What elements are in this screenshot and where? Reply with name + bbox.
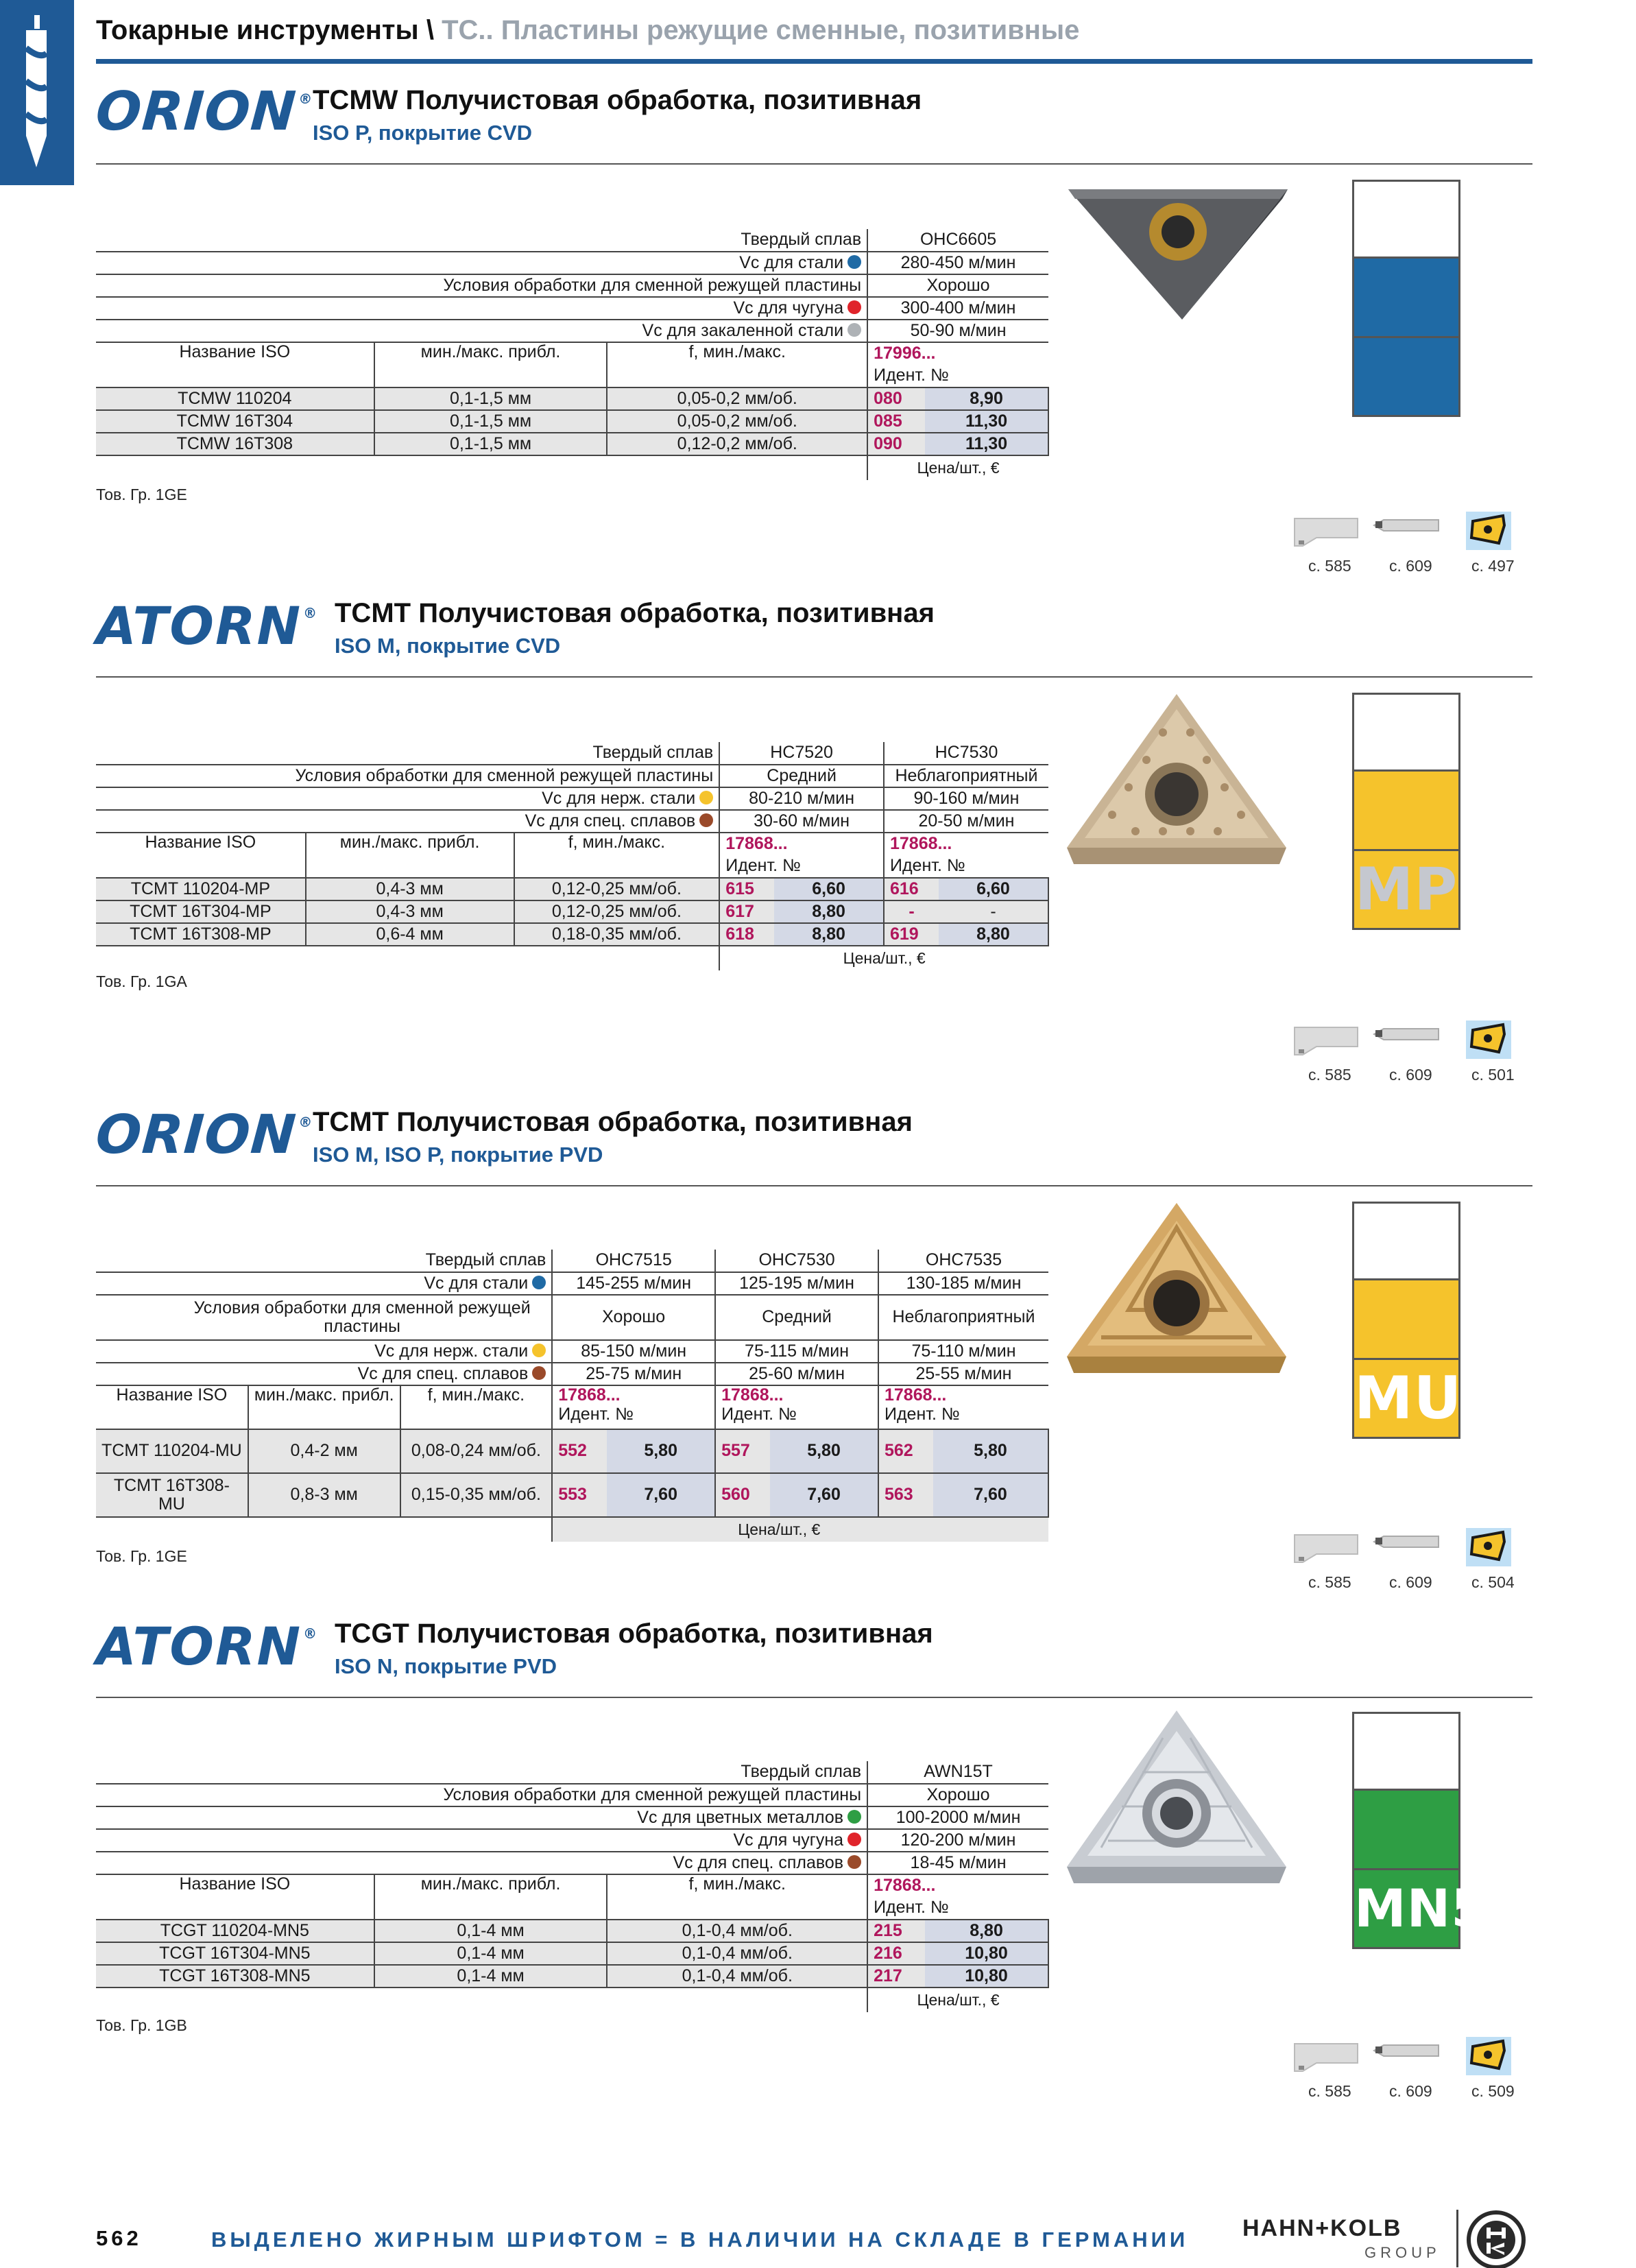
spec-value: OHC7515 — [552, 1250, 715, 1272]
column-header: Название ISO — [179, 342, 291, 361]
page-ref[interactable]: с. 609 — [1389, 557, 1432, 575]
page-ref[interactable]: с. 497 — [1471, 557, 1515, 575]
chipbreaker-label: MU — [1354, 1360, 1458, 1437]
spec-value: 25-75 м/мин — [552, 1363, 715, 1385]
cast-iron-dot-icon — [847, 1833, 861, 1846]
column-header: f, мин./макс. — [607, 342, 867, 365]
spec-label: Условия обработки для сменной режущей пластины — [96, 274, 867, 297]
column-header: мин./макс. прибл. — [374, 342, 608, 365]
spec-value: 85-150 м/мин — [552, 1340, 715, 1363]
table-row: TCMT 16T308-MP 0,6-4 мм 0,18-0,35 мм/об. 618 8,80 619 8,80 — [96, 923, 1048, 946]
section-rule — [96, 163, 1532, 165]
table-row: TCMT 110204-MP 0,4-3 мм 0,12-0,25 мм/об. 615 6,60 616 6,60 — [96, 878, 1048, 900]
column-header: f, мин./макс. — [607, 1874, 867, 1897]
header-separator: \ — [426, 15, 434, 45]
ident-header: 17868... Идент. № — [878, 1385, 1048, 1429]
spec-table — [96, 742, 1049, 970]
spec-label: Vc для чугуна — [96, 297, 867, 320]
chipbreaker-label: MN5 — [1354, 1870, 1458, 1947]
color-box-p — [1352, 180, 1460, 417]
column-header: мин./макс. прибл. — [374, 1874, 608, 1897]
goods-group: Тов. Гр. 1GE — [96, 486, 187, 503]
spec-label: Твердый сплав — [96, 1250, 552, 1272]
table-row: TCMW 16T304 0,1-1,5 мм 0,05-0,2 мм/об. 085 11,30 — [96, 410, 1048, 433]
spec-label: Vc для нерж. стали — [96, 1340, 552, 1363]
table-row: TCGT 110204-MN5 0,1-4 мм 0,1-0,4 мм/об. 215 8,80 — [96, 1920, 1048, 1942]
page-ref[interactable]: с. 585 — [1308, 2082, 1351, 2100]
ident-prefix: 17996... — [867, 342, 1048, 365]
steel-dot-icon — [847, 255, 861, 269]
insert-shape-icon — [1465, 510, 1513, 551]
spec-label: Vc для закаленной стали — [96, 320, 867, 342]
brand-logo-orion: ORION® — [93, 81, 314, 143]
insert-image-tcmt-mp — [1060, 684, 1293, 883]
column-header: мин./макс. прибл. — [306, 833, 514, 855]
page-ref[interactable]: с. 585 — [1308, 1066, 1351, 1084]
hk-emblem-icon — [1466, 2210, 1526, 2268]
company-logo — [1242, 2210, 1530, 2265]
chipbreaker-label: MP — [1354, 851, 1458, 928]
spec-value: 130-185 м/мин — [878, 1272, 1048, 1295]
column-header: f, мин./макс. — [514, 833, 720, 855]
hardened-steel-dot-icon — [847, 323, 861, 337]
spec-value: 145-255 м/мин — [552, 1272, 715, 1295]
header-path-title: Пластины режущие сменные, позитивные — [501, 15, 1080, 45]
spec-value: 90-160 м/мин — [884, 787, 1048, 810]
special-alloy-dot-icon — [847, 1855, 861, 1869]
toolholder-icon — [1289, 510, 1364, 549]
goods-group: Тов. Гр. 1GB — [96, 2016, 187, 2034]
spec-label: Условия обработки для сменной режущей пластины — [96, 1295, 552, 1340]
boring-bar-icon — [1370, 1019, 1445, 1058]
column-header: мин./макс. прибл. — [248, 1385, 400, 1429]
special-alloy-dot-icon — [699, 813, 713, 827]
spec-value: Средний — [719, 765, 884, 787]
spec-table — [96, 1761, 1049, 2012]
header-rule — [96, 59, 1532, 64]
spec-value: 80-210 м/мин — [719, 787, 884, 810]
spec-value: 25-55 м/мин — [878, 1363, 1048, 1385]
steel-dot-icon — [532, 1276, 546, 1289]
spec-value: Неблагоприятный — [878, 1295, 1048, 1340]
spec-value: OHC7530 — [715, 1250, 878, 1272]
ident-label: Идент. № — [884, 855, 1048, 878]
spec-label: Твердый сплав — [96, 229, 867, 252]
goods-group: Тов. Гр. 1GA — [96, 972, 187, 990]
spec-label: Твердый сплав — [96, 1761, 867, 1784]
spec-value: 125-195 м/мин — [715, 1272, 878, 1295]
table-row: TCMT 110204-MU 0,4-2 мм 0,08-0,24 мм/об. 552 5,80 557 5,80 562 5,80 — [96, 1429, 1048, 1473]
column-header: Название ISO — [179, 1874, 291, 1894]
price-label: Цена/шт., € — [552, 1517, 1048, 1542]
price-label: Цена/шт., € — [867, 455, 1048, 480]
section-rule — [96, 1185, 1532, 1186]
chapter-tab — [0, 0, 74, 185]
ident-label: Идент. № — [867, 1897, 1048, 1920]
brand-logo-orion: ORION® — [93, 1104, 314, 1166]
company-name: HAHN+KOLB — [1242, 2215, 1402, 2241]
page-references — [1289, 2036, 1522, 2105]
page-ref[interactable]: с. 585 — [1308, 1573, 1351, 1591]
table-row: TCMW 16T308 0,1-1,5 мм 0,12-0,2 мм/об. 090 11,30 — [96, 433, 1048, 455]
spec-label: Vc для стали — [96, 252, 867, 274]
spec-label: Vc для стали — [96, 1272, 552, 1295]
page-ref[interactable]: с. 609 — [1389, 1573, 1432, 1591]
page-header — [96, 15, 1079, 46]
column-header: Название ISO — [96, 1385, 248, 1429]
column-header: f, мин./макс. — [400, 1385, 553, 1429]
table-row: TCGT 16T304-MN5 0,1-4 мм 0,1-0,4 мм/об. 216 10,80 — [96, 1942, 1048, 1965]
section-title: TCMW Получистовая обработка, позитивная — [313, 85, 922, 115]
boring-bar-icon — [1370, 1527, 1445, 1565]
spec-value: 75-110 м/мин — [878, 1340, 1048, 1363]
page-ref[interactable]: с. 609 — [1389, 1066, 1432, 1084]
ident-prefix: 17868... — [719, 833, 884, 855]
ident-header: 17868... Идент. № — [552, 1385, 715, 1429]
spec-value: 280-450 м/мин — [867, 252, 1048, 274]
page-ref[interactable]: с. 609 — [1389, 2082, 1432, 2100]
stainless-dot-icon — [699, 791, 713, 804]
nonferrous-dot-icon — [847, 1810, 861, 1824]
section-subtitle: ISO M, ISO P, покрытие PVD — [313, 1143, 603, 1167]
spec-value: AWN15T — [867, 1761, 1048, 1784]
header-path-code: TC.. — [442, 15, 494, 45]
ident-prefix: 17868... — [867, 1874, 1048, 1897]
spec-value: 20-50 м/мин — [884, 810, 1048, 833]
page-ref[interactable]: с. 501 — [1471, 1066, 1515, 1084]
spec-label: Vc для нерж. стали — [96, 787, 719, 810]
spec-value: HC7530 — [884, 742, 1048, 765]
spec-value: 100-2000 м/мин — [867, 1806, 1048, 1829]
section-subtitle: ISO P, покрытие CVD — [313, 121, 533, 145]
section-rule — [96, 1697, 1532, 1698]
price-label: Цена/шт., € — [719, 946, 1048, 970]
insert-image-tcgt — [1060, 1704, 1293, 1902]
boring-bar-icon — [1370, 2036, 1445, 2074]
spec-label: Условия обработки для сменной режущей пластины — [96, 1784, 867, 1806]
color-box-m — [1352, 1202, 1463, 1439]
section-subtitle: ISO M, покрытие CVD — [335, 634, 561, 658]
ident-header: 17868... Идент. № — [715, 1385, 878, 1429]
spec-table — [96, 1250, 1049, 1542]
spec-value: Хорошо — [867, 1784, 1048, 1806]
insert-shape-icon — [1465, 2036, 1513, 2077]
section-rule — [96, 676, 1532, 678]
section-title: TCGT Получистовая обработка, позитивная — [335, 1619, 933, 1649]
brand-logo-atorn: ATORN ® — [96, 595, 319, 656]
table-row: TCMW 110204 0,1-1,5 мм 0,05-0,2 мм/об. 080 8,90 — [96, 387, 1048, 410]
spec-value: 75-115 м/мин — [715, 1340, 878, 1363]
spec-label: Vc для цветных металлов — [96, 1806, 867, 1829]
page-ref[interactable]: с. 509 — [1471, 2082, 1515, 2100]
column-header: Название ISO — [145, 833, 256, 852]
insert-shape-icon — [1465, 1527, 1513, 1568]
header-category: Токарные инструменты — [96, 15, 419, 45]
page-references — [1289, 1527, 1522, 1597]
spec-value: HC7520 — [719, 742, 884, 765]
spec-value: OHC7535 — [878, 1250, 1048, 1272]
page-number: 562 — [96, 2226, 142, 2250]
stainless-dot-icon — [532, 1344, 546, 1357]
special-alloy-dot-icon — [532, 1366, 546, 1380]
stock-note: ВЫДЕЛЕНО ЖИРНЫМ ШРИФТОМ = В НАЛИЧИИ НА СКЛАДЕ В ГЕРМАНИИ — [211, 2228, 1189, 2252]
spec-label: Твердый сплав — [96, 742, 719, 765]
price-label: Цена/шт., € — [867, 1988, 1048, 2012]
spec-value: 25-60 м/мин — [715, 1363, 878, 1385]
ident-label: Идент. № — [719, 855, 884, 878]
insert-shape-icon — [1465, 1019, 1513, 1060]
spec-value: Хорошо — [552, 1295, 715, 1340]
spec-value: Неблагоприятный — [884, 765, 1048, 787]
spec-value: Хорошо — [867, 274, 1048, 297]
spec-label: Vc для спец. сплавов — [96, 1363, 552, 1385]
spec-value: 30-60 м/мин — [719, 810, 884, 833]
spec-value: OHC6605 — [867, 229, 1048, 252]
cast-iron-dot-icon — [847, 300, 861, 314]
drill-icon — [14, 15, 59, 170]
spec-label: Vc для спец. сплавов — [96, 1852, 867, 1874]
spec-value: 50-90 м/мин — [867, 320, 1048, 342]
color-box-m — [1352, 693, 1460, 930]
spec-label: Условия обработки для сменной режущей пластины — [96, 765, 719, 787]
table-row: TCGT 16T308-MN5 0,1-4 мм 0,1-0,4 мм/об. 217 10,80 — [96, 1965, 1048, 1988]
toolholder-icon — [1289, 1019, 1364, 1058]
section-subtitle: ISO N, покрытие PVD — [335, 1654, 557, 1678]
boring-bar-icon — [1370, 510, 1445, 549]
brand-logo-atorn: ATORN ® — [96, 1616, 319, 1677]
spec-value: 18-45 м/мин — [867, 1852, 1048, 1874]
page-references — [1289, 1019, 1522, 1089]
section-title: TCMT Получистовая обработка, позитивная — [313, 1107, 913, 1137]
toolholder-icon — [1289, 2036, 1364, 2074]
goods-group: Тов. Гр. 1GE — [96, 1547, 187, 1565]
spec-label: Vc для спец. сплавов — [96, 810, 719, 833]
ident-label: Идент. № — [867, 365, 1048, 387]
toolholder-icon — [1289, 1527, 1364, 1565]
spec-value: Средний — [715, 1295, 878, 1340]
insert-image-tcmt-mu — [1060, 1193, 1293, 1392]
company-group: GROUP — [1364, 2244, 1441, 2261]
table-row: TCMT 16T308-MU 0,8-3 мм 0,15-0,35 мм/об. 553 7,60 560 7,60 563 7,60 — [96, 1473, 1048, 1517]
table-row: TCMT 16T304-MP 0,4-3 мм 0,12-0,25 мм/об. 617 8,80 - - — [96, 900, 1048, 923]
page-ref[interactable]: с. 504 — [1471, 1573, 1515, 1591]
insert-image-tcmw — [1061, 176, 1295, 333]
spec-value: 120-200 м/мин — [867, 1829, 1048, 1852]
spec-label: Vc для чугуна — [96, 1829, 867, 1852]
section-title: TCMT Получистовая обработка, позитивная — [335, 598, 935, 628]
ident-prefix: 17868... — [884, 833, 1048, 855]
page-references — [1289, 510, 1522, 580]
spec-value: 300-400 м/мин — [867, 297, 1048, 320]
spec-table — [96, 229, 1049, 480]
page-ref[interactable]: с. 585 — [1308, 557, 1351, 575]
color-box-n — [1352, 1712, 1489, 1949]
